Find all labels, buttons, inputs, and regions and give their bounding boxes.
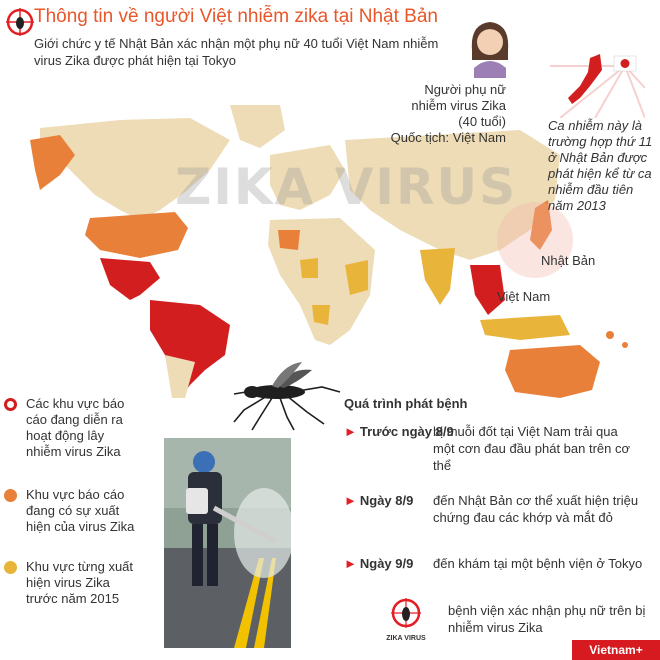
timeline-desc-3: đến khám tại một bệnh viện ở Tokyo <box>433 556 643 571</box>
legend-active-label: Các khu vực báo cáo đang diễn ra hoạt động lây nhiễm virus Zika <box>26 396 125 459</box>
timeline-desc-1: bị muỗi đốt tại Việt Nam trải qua một cơn đau đầu phát ban trên cơ thể <box>433 424 631 473</box>
timeline-title: Quá trình phát bệnh <box>344 396 468 411</box>
patient-line-3: (40 tuổi) <box>458 114 506 129</box>
map-india <box>420 248 455 305</box>
map-usa <box>85 212 188 258</box>
legend-present-icon <box>4 489 17 502</box>
timeline-date-3-label: Ngày 9/9 <box>359 556 414 571</box>
map-australia <box>505 345 600 398</box>
fumigation-photo <box>164 438 291 648</box>
label-vietnam: Việt Nam <box>497 289 551 304</box>
timeline-desc-2: đến Nhật Bản cơ thể xuất hiện triệu chứng đau các khớp và mắt đỏ <box>433 493 639 525</box>
arrow-icon: ► <box>344 424 357 439</box>
legend-past-icon <box>4 561 17 574</box>
legend-present-label: Khu vực báo cáo đang có sự xuất hiện của virus Zika <box>26 487 135 534</box>
label-japan: Nhật Bản <box>541 253 596 268</box>
patient-info <box>380 82 506 146</box>
legend-past-label: Khu vực từng xuất hiện virus Zika trước năm 2015 <box>26 559 134 606</box>
map-africa-spot-1 <box>312 305 330 325</box>
zika-logo-icon <box>6 8 34 36</box>
map-africa-spot-3 <box>300 258 318 278</box>
map-watermark: ZIKA VIRUS <box>175 158 518 216</box>
zika-logo-text: ZIKA VIRUS <box>386 635 426 642</box>
map-africa-west <box>278 230 300 250</box>
timeline-final: bệnh viện xác nhận phụ nữ trên bị nhiễm virus Zika <box>448 603 646 635</box>
timeline-date-3 <box>344 556 413 571</box>
timeline-date-1-label: Trước ngày 8/9 <box>359 424 454 439</box>
legend-active-icon <box>4 398 17 411</box>
woman-avatar-icon <box>466 16 514 78</box>
arrow-icon: ► <box>344 493 357 508</box>
legend-item-past <box>4 559 134 611</box>
timeline-date-2-label: Ngày 8/9 <box>359 493 414 508</box>
page-title: Thông tin về người Việt nhiễm zika tại Nhật Bản <box>34 6 438 27</box>
arrow-icon: ► <box>344 556 357 571</box>
legend-item-present <box>4 487 135 539</box>
patient-line-1: Người phụ nữ <box>424 82 506 97</box>
japan-silhouette <box>568 54 602 104</box>
map-indonesia <box>480 315 570 340</box>
japan-inset-map <box>550 48 645 118</box>
map-greenland <box>230 105 285 148</box>
patient-line-2: nhiễm virus Zika <box>411 98 506 113</box>
map-pacific-islands <box>606 331 614 339</box>
page-subtitle: Giới chức y tế Nhật Bản xác nhận một phụ nữ 40 tuổi Việt Nam nhiễm virus Zika được phát hiện tại Tokyo <box>34 36 439 68</box>
map-central-america <box>100 258 160 300</box>
map-pacific-islands-2 <box>622 342 628 348</box>
brand-logo: Vietnam+ <box>572 640 660 660</box>
map-south-america-south <box>165 355 195 398</box>
map-south-america <box>150 300 230 398</box>
mosquito-icon <box>232 362 342 432</box>
patient-line-4: Quốc tịch: Việt Nam <box>390 130 506 145</box>
timeline-date-2 <box>344 493 413 508</box>
zika-virus-logo-icon <box>382 595 430 643</box>
legend-item-active <box>4 396 124 464</box>
case-note: Ca nhiễm này là trường hợp thứ 11 ở Nhật Bản được phát hiện kể từ ca nhiễm đầu tiên năm 2013 <box>548 118 653 213</box>
